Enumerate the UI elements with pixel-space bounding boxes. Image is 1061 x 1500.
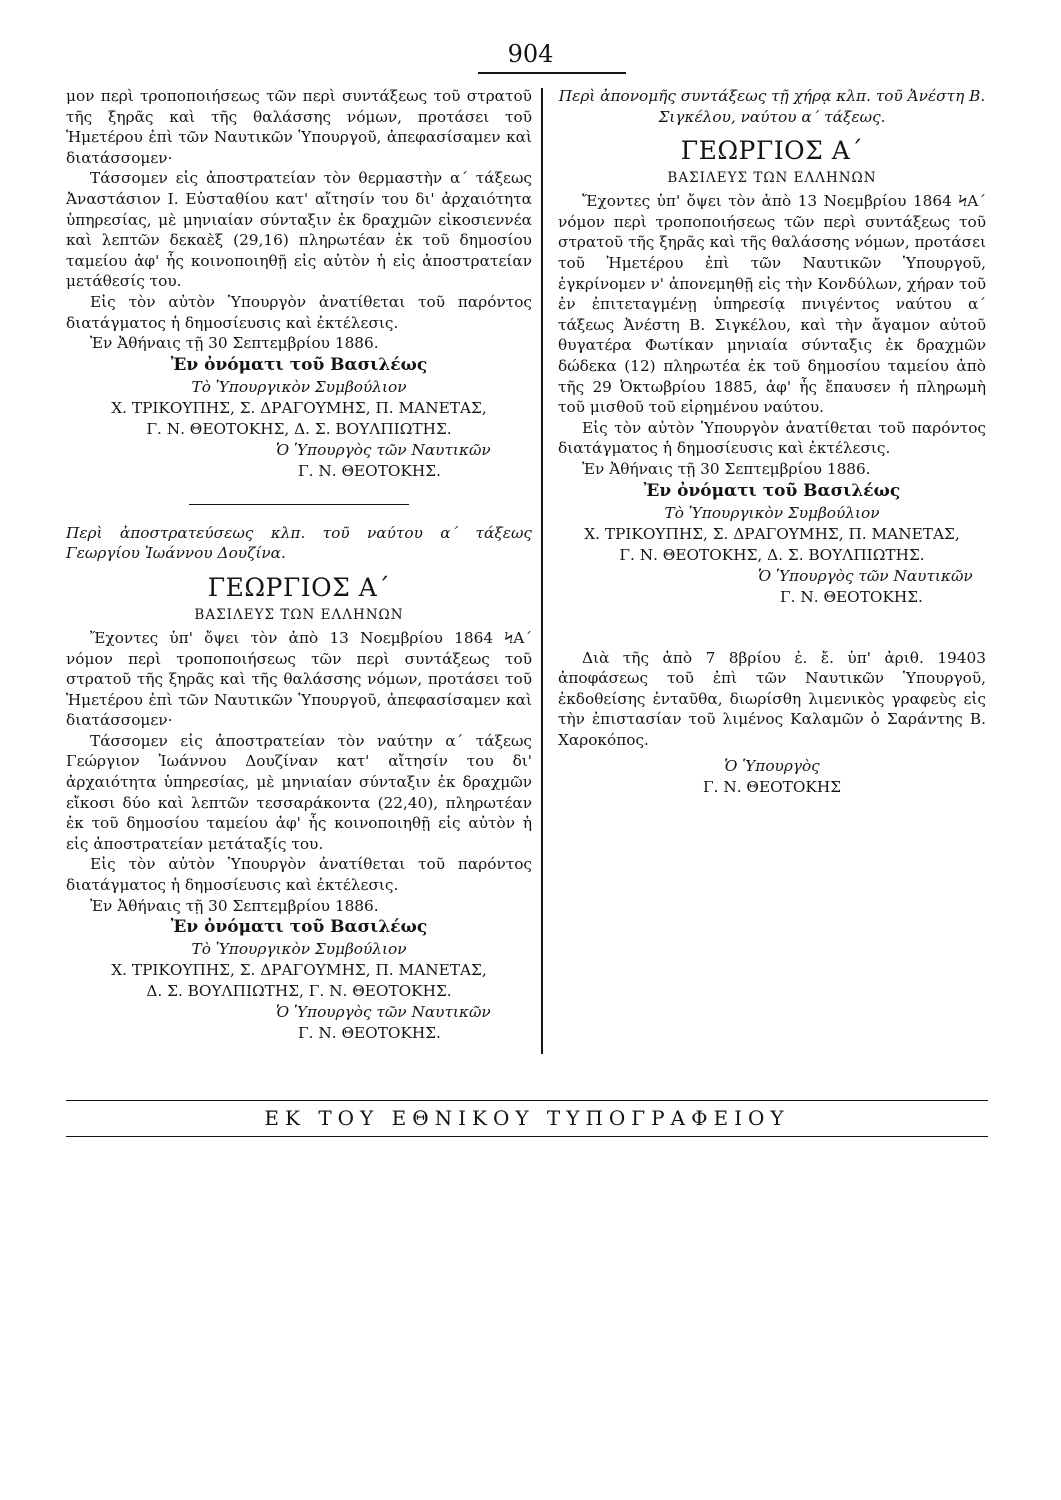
decree-3-paragraph: Ἔχοντες ὑπ' ὄψει τὸν ἀπὸ 13 Νοεμβρίου 1864 ϞΑ΄ νόμον περὶ τροποποιήσεως τῶν περὶ συντάξεως τοῦ στρατοῦ τῆς ξηρᾶς καὶ τῆς θαλάσσης νόμων, προτάσει τοῦ Ἡμετέρου ἐπὶ τῶν Ναυτικῶν Ὑπουργοῦ, ἐγκρίνομεν ν' ἀπονεμηθῇ εἰς τὴν Κονδύλων, χήραν τοῦ ἐν ἐπιτεταγμένῃ ὑπηρεσίᾳ πνιγέντος ναύτου α΄ τάξεως Ἀνέστη Β. Σιγκέλου, καὶ τὴν ἄγαμον αὐτοῦ θυγατέρα Φωτίκαν μηνιαία σύνταξις ἐκ δραχμῶν δώδεκα (12) πληρωτέα ἐκ τοῦ δημοσίου ταμείου ἀπὸ τῆς 29 Ὀκτωβρίου 1885, ἀφ' ἧς ἔπαυσεν ἡ πληρωμὴ τοῦ μισθοῦ τοῦ εἰρημένου ναύτου. bbox=[558, 192, 986, 417]
header-rule bbox=[478, 72, 626, 74]
decree-3-minister-label: Ὁ Ὑπουργὸς τῶν Ναυτικῶν bbox=[758, 566, 973, 585]
decree-2-signatories: Δ. Σ. ΒΟΥΛΠΙΩΤΗΣ, Γ. Ν. ΘΕΟΤΟΚΗΣ. bbox=[146, 982, 452, 1001]
imprint-rule-top bbox=[66, 1100, 988, 1101]
decree-3-king-subheading: ΒΑΣΙΛΕΥΣ ΤΩΝ ΕΛΛΗΝΩΝ bbox=[667, 170, 877, 187]
decree-3-king-heading: ΓΕΩΡΓΙΟΣ Α΄ bbox=[680, 136, 864, 166]
decree-3-date: Ἐν Ἀθήναις τῇ 30 Σεπτεμβρίου 1886. bbox=[582, 459, 871, 478]
decree-3-signatories: Γ. Ν. ΘΕΟΤΟΚΗΣ, Δ. Σ. ΒΟΥΛΠΙΩΤΗΣ. bbox=[619, 545, 925, 564]
decree-2-paragraph: Ἔχοντες ὑπ' ὄψει τὸν ἀπὸ 13 Νοεμβρίου 1864 ϞΑ΄ νόμον περὶ τροποποιήσεως τῶν περὶ συντάξεως τοῦ στρατοῦ τῆς ξηρᾶς καὶ τῆς θαλάσσης νόμων, προτάσει τοῦ Ἡμετέρου ἐπὶ τῶν Ναυτικῶν Ὑπουργοῦ, ἀπεφασίσαμεν καὶ διατάσσομεν· bbox=[66, 628, 532, 730]
notice-minister-label: Ὁ Ὑπουργὸς bbox=[724, 757, 820, 776]
decree-2-paragraph: Τάσσομεν εἰς ἀποστρατείαν τὸν ναύτην α΄ τάξεως Γεώργιον Ἰωάννου Δουζίναν κατ' αἴτησίν του δι' ἀρχαιότητα ὑπηρεσίας, μὲ μηνιαίαν σύνταξιν ἐκ δραχμῶν εἴκοσι δύο καὶ λεπτῶν τεσσαράκοντα (22,40), πληρωτέαν ἐκ τοῦ δημοσίου ταμείου ἀφ' ἧς κοινοποιηθῇ εἰς αὐτὸν ἡ εἰς ἀποστρατείαν μετάταξίς του. bbox=[66, 731, 532, 853]
decree-2-minister-name: Γ. Ν. ΘΕΟΤΟΚΗΣ. bbox=[298, 1024, 441, 1043]
decree-1-paragraph: Εἰς τὸν αὐτὸν Ὑπουργὸν ἀνατίθεται τοῦ παρόντος διατάγματος ἡ δημοσίευσις καὶ ἐκτέλεσις. bbox=[66, 292, 532, 332]
decree-2-king-heading: ΓΕΩΡΓΙΟΣ Α΄ bbox=[207, 572, 391, 602]
decree-1-minister-label: Ὁ Ὑπουργὸς τῶν Ναυτικῶν bbox=[276, 440, 491, 459]
decree-3-royal-formula: Ἐν ὀνόματι τοῦ Βασιλέως bbox=[643, 480, 901, 501]
decree-1-royal-formula: Ἐν ὀνόματι τοῦ Βασιλέως bbox=[170, 354, 428, 375]
imprint-rule-bottom bbox=[66, 1136, 988, 1137]
decree-3-council: Τὸ Ὑπουργικὸν Συμβούλιον bbox=[664, 503, 880, 522]
right-column bbox=[558, 86, 986, 798]
decree-1-signatories: Γ. Ν. ΘΕΟΤΟΚΗΣ, Δ. Σ. ΒΟΥΛΠΙΩΤΗΣ. bbox=[146, 419, 452, 438]
decree-3-title: Περὶ ἀπονομῆς συντάξεως τῇ χήρᾳ κλπ. τοῦ Ἀνέστη Β. Σιγκέλου, ναύτου α΄ τάξεως. bbox=[558, 87, 986, 126]
decree-2-date: Ἐν Ἀθήναις τῇ 30 Σεπτεμβρίου 1886. bbox=[90, 896, 379, 915]
spacer bbox=[558, 608, 986, 648]
printer-imprint: ΕΚ ΤΟΥ ΕΘΝΙΚΟΥ ΤΥΠΟΓΡΑΦΕΙΟΥ bbox=[264, 1106, 790, 1130]
decree-1-council: Τὸ Ὑπουργικὸν Συμβούλιον bbox=[191, 377, 407, 396]
decree-2-title: Περὶ ἀποστρατεύσεως κλπ. τοῦ ναύτου α΄ τάξεως Γεωργίου Ἰωάννου Δουζίνα. bbox=[66, 523, 532, 563]
decree-3-signatories: Χ. ΤΡΙΚΟΥΠΗΣ, Σ. ΔΡΑΓΟΥΜΗΣ, Π. ΜΑΝΕΤΑΣ, bbox=[584, 524, 960, 543]
page-number: 904 bbox=[507, 40, 554, 68]
left-column bbox=[66, 86, 532, 1044]
decree-1-signatories: Χ. ΤΡΙΚΟΥΠΗΣ, Σ. ΔΡΑΓΟΥΜΗΣ, Π. ΜΑΝΕΤΑΣ, bbox=[111, 398, 487, 417]
decree-1-date: Ἐν Ἀθήναις τῇ 30 Σεπτεμβρίου 1886. bbox=[90, 334, 379, 353]
decree-1-paragraph: μον περὶ τροποποιήσεως τῶν περὶ συντάξεως τοῦ στρατοῦ τῆς ξηρᾶς καὶ τῆς θαλάσσης νόμων, προτάσει τοῦ Ἡμετέρου ἐπὶ τῶν Ναυτικῶν Ὑπουργοῦ, ἀπεφασίσαμεν καὶ διατάσσομεν· bbox=[66, 87, 532, 167]
column-divider bbox=[541, 88, 543, 1054]
decree-1-minister-name: Γ. Ν. ΘΕΟΤΟΚΗΣ. bbox=[298, 461, 441, 480]
decree-2-royal-formula: Ἐν ὀνόματι τοῦ Βασιλέως bbox=[170, 917, 428, 938]
decree-1-paragraph: Τάσσομεν εἰς ἀποστρατείαν τὸν θερμαστὴν α΄ τάξεως Ἀναστάσιον Ι. Εὐσταθίου κατ' αἴτησίν του δι' ἀρχαιότητα ὑπηρεσίας, μὲ μηνιαίαν σύνταξιν ἐκ δραχμῶν εἰκοσιεννέα καὶ λεπτῶν δεκαὲξ (29,16) πληρωτέαν ἐκ τοῦ δημοσίου ταμείου ἀφ' ἧς κοινοποιηθῇ εἰς αὐτὸν ἡ εἰς ἀποστρατείαν μετάθεσίς του. bbox=[66, 169, 532, 291]
decree-2-minister-label: Ὁ Ὑπουργὸς τῶν Ναυτικῶν bbox=[276, 1003, 491, 1022]
notice-minister-name: Γ. Ν. ΘΕΟΤΟΚΗΣ bbox=[702, 778, 842, 797]
decree-2-signatories: Χ. ΤΡΙΚΟΥΠΗΣ, Σ. ΔΡΑΓΟΥΜΗΣ, Π. ΜΑΝΕΤΑΣ, bbox=[111, 961, 487, 980]
appointment-notice: Διὰ τῆς ἀπὸ 7 8βρίου ἐ. ἔ. ὑπ' ἀριθ. 19403 ἀποφάσεως τοῦ ἐπὶ τῶν Ναυτικῶν Ὑπουργοῦ, ἐκδοθείσης ἐνταῦθα, διωρίσθη λιμενικὸς γραφεὺς εἰς τὴν ἐπιστασίαν τοῦ λιμένος Καλαμῶν ὁ Σαράντης Β. Χαροκόπος. bbox=[558, 648, 986, 749]
decree-2-king-subheading: ΒΑΣΙΛΕΥΣ ΤΩΝ ΕΛΛΗΝΩΝ bbox=[194, 606, 404, 623]
decree-2-council: Τὸ Ὑπουργικὸν Συμβούλιον bbox=[191, 940, 407, 959]
section-divider bbox=[189, 504, 409, 505]
decree-3-minister-name: Γ. Ν. ΘΕΟΤΟΚΗΣ. bbox=[780, 587, 923, 606]
decree-3-paragraph: Εἰς τὸν αὐτὸν Ὑπουργὸν ἀνατίθεται τοῦ παρόντος διατάγματος ἡ δημοσίευσις καὶ ἐκτέλεσις. bbox=[558, 418, 986, 458]
decree-2-paragraph: Εἰς τὸν αὐτὸν Ὑπουργὸν ἀνατίθεται τοῦ παρόντος διατάγματος ἡ δημοσίευσις καὶ ἐκτέλεσις. bbox=[66, 855, 532, 895]
